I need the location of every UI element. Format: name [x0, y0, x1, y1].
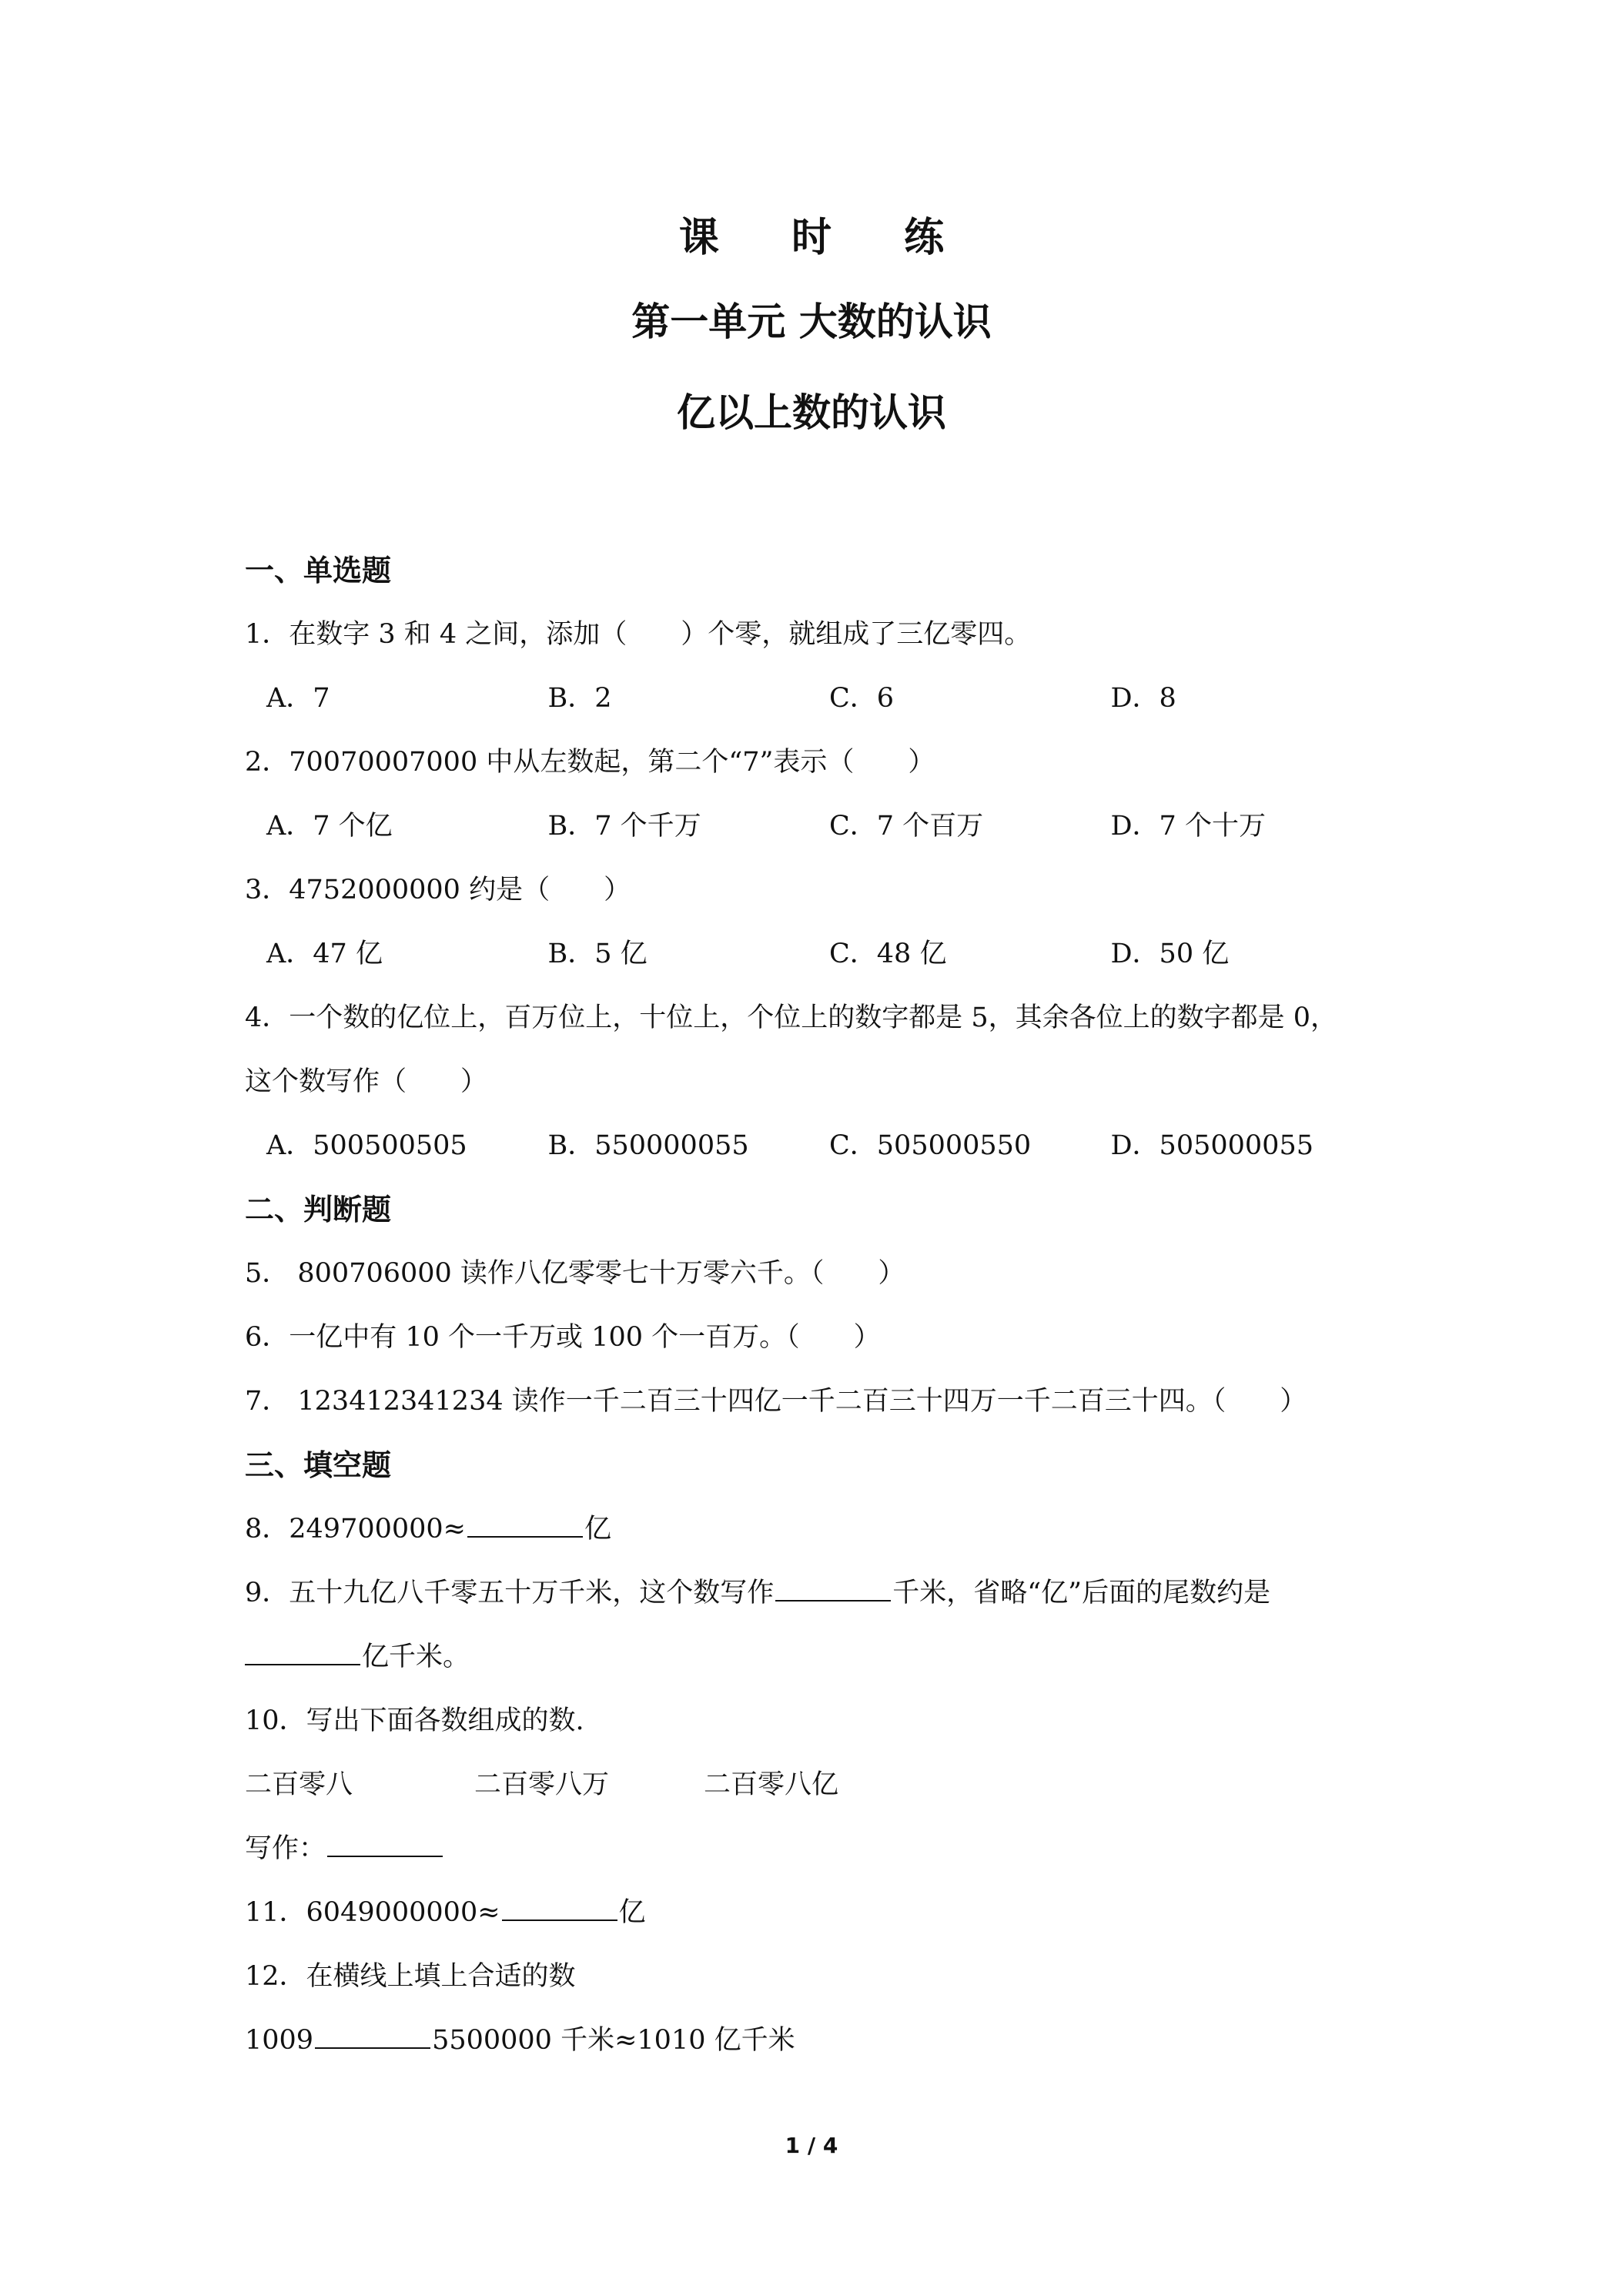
option-b[interactable]: B．7 个千万 — [547, 811, 701, 842]
write-label: 写作： — [245, 1833, 326, 1864]
question-8-unit: 亿 — [584, 1514, 612, 1545]
option-c[interactable]: C．6 — [829, 683, 895, 714]
question-12-prefix: 1009 — [245, 2025, 314, 2056]
option-b[interactable]: B．2 — [547, 683, 612, 714]
question-8-text: 8．249700000≈ — [245, 1514, 467, 1545]
question-9-line-1 — [245, 1561, 1392, 1625]
answer-blank[interactable] — [502, 1896, 617, 1921]
question-12-answer — [245, 2009, 1392, 2073]
question-7: 7． 123412341234 读作一千二百三十四亿一千二百三十四万一千二百三十四。（ ） — [245, 1386, 1307, 1417]
question-2-options — [245, 795, 1392, 858]
question-9-line-2 — [245, 1625, 1392, 1689]
answer-blank[interactable] — [467, 1513, 583, 1538]
option-d[interactable]: D．505000055 — [1110, 1130, 1313, 1161]
section-heading-single-choice: 一、单选题 — [245, 554, 392, 587]
question-content — [245, 539, 1392, 2073]
title-block — [0, 208, 1623, 443]
question-4-options — [245, 1114, 1392, 1178]
question-9-unit: 亿千米。 — [362, 1642, 470, 1672]
option-b[interactable]: B．550000055 — [547, 1130, 749, 1161]
question-11-unit: 亿 — [618, 1897, 646, 1928]
answer-blank[interactable] — [315, 2024, 430, 2049]
question-10-items — [245, 1753, 1392, 1817]
question-4-line-2: 这个数写作（ ） — [245, 1066, 488, 1097]
option-c[interactable]: C．7 个百万 — [829, 811, 984, 842]
question-2: 2．70070007000 中从左数起，第二个“7”表示（ ） — [245, 747, 935, 778]
option-d[interactable]: D．8 — [1110, 683, 1176, 714]
option-b[interactable]: B．5 亿 — [547, 939, 648, 969]
question-10-answer — [245, 1817, 1392, 1881]
option-c[interactable]: C．48 亿 — [829, 939, 947, 969]
question-3-options — [245, 922, 1392, 986]
section-heading-fill-in: 三、填空题 — [245, 1448, 392, 1482]
answer-blank[interactable] — [327, 1832, 443, 1857]
option-d[interactable]: D．50 亿 — [1110, 939, 1230, 969]
option-a[interactable]: A．500500505 — [266, 1130, 467, 1161]
question-12-suffix: 5500000 千米≈1010 亿千米 — [432, 2025, 795, 2056]
page-number: 1 / 4 — [785, 2133, 838, 2158]
option-a[interactable]: A．7 个亿 — [266, 811, 393, 842]
question-9-middle: 千米，省略“亿”后面的尾数约是 — [892, 1578, 1271, 1608]
question-1: 1．在数字 3 和 4 之间，添加（ ）个零，就组成了三亿零四。 — [245, 619, 1032, 650]
question-5: 5． 800706000 读作八亿零零七十万零六千。（ ） — [245, 1258, 905, 1289]
question-9-text: 9．五十九亿八千零五十万千米，这个数写作 — [245, 1578, 775, 1608]
question-8 — [245, 1498, 1392, 1561]
number-word: 二百零八亿 — [704, 1769, 839, 1800]
question-11 — [245, 1881, 1392, 1945]
question-6: 6．一亿中有 10 个一千万或 100 个一百万。（ ） — [245, 1322, 881, 1353]
answer-blank[interactable] — [245, 1641, 360, 1665]
option-d[interactable]: D．7 个十万 — [1110, 811, 1266, 842]
question-4-line-1: 4．一个数的亿位上，百万位上，十位上，个位上的数字都是 5，其余各位上的数字都是 0， — [245, 1002, 1338, 1033]
question-11-text: 11．6049000000≈ — [245, 1897, 500, 1928]
option-c[interactable]: C．505000550 — [829, 1130, 1032, 1161]
number-word: 二百零八 — [245, 1769, 353, 1800]
number-word: 二百零八万 — [474, 1769, 610, 1800]
question-10: 10．写出下面各数组成的数. — [245, 1705, 584, 1736]
question-12: 12．在横线上填上合适的数 — [245, 1961, 576, 1992]
question-3: 3．4752000000 约是（ ） — [245, 875, 631, 905]
page-title: 课 时 练 — [678, 215, 974, 261]
unit-title: 第一单元 大数的认识 — [631, 300, 992, 344]
section-heading-true-false: 二、判断题 — [245, 1193, 392, 1227]
answer-blank[interactable] — [775, 1577, 891, 1602]
option-a[interactable]: A．7 — [266, 683, 330, 714]
question-1-options — [245, 667, 1392, 731]
lesson-title: 亿以上数的认识 — [677, 390, 946, 435]
option-a[interactable]: A．47 亿 — [266, 939, 383, 969]
